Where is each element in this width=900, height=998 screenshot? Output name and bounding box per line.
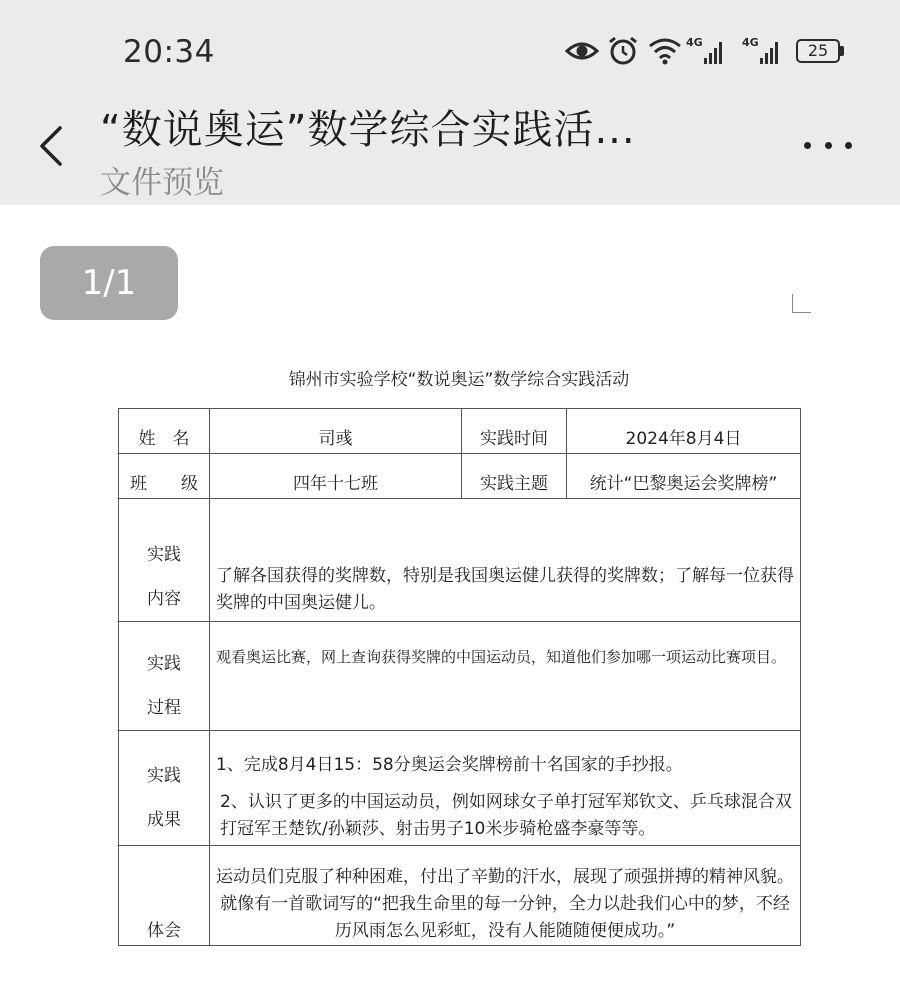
- page-corner-mark: [792, 294, 811, 313]
- signal-icon: [704, 42, 722, 64]
- process-label: 实践 过程: [119, 622, 210, 731]
- status-icons: [562, 34, 862, 70]
- content-text: 了解各国获得的奖牌数，特别是我国奥运健儿获得的奖牌数；了解每一位获得奖牌的中国奥运健儿。: [210, 499, 801, 622]
- document-title: 锦州市实验学校“数说奥运”数学综合实践活动: [288, 370, 630, 390]
- reflection-label: 体会: [119, 846, 210, 946]
- name-value: 司彧: [210, 409, 462, 454]
- network-label-2: 4G: [742, 36, 759, 49]
- page-subtitle: 文件预览: [100, 165, 224, 201]
- reflection-text: 运动员们克服了种种困难，付出了辛勤的汗水，展现了顽强拼搏的精神风貌。就像有一首歌词写的“把我生命里的每一分钟，全力以赴我们心中的梦，不经历风雨怎么见彩虹，没有人能随随便便成功。”: [210, 846, 801, 946]
- wifi-icon: [648, 37, 682, 65]
- signal-icon: [760, 42, 778, 64]
- class-label: 班 级: [119, 454, 210, 499]
- time-value: 2024年8月4日: [567, 409, 801, 454]
- process-text: 观看奥运比赛，网上查询获得奖牌的中国运动员，知道他们参加哪一项运动比赛项目。: [210, 622, 801, 731]
- alarm-icon: [607, 35, 639, 67]
- result-text: 1、完成8月4日15：58分奥运会奖牌榜前十名国家的手抄报。 2、认识了更多的中国运动员，例如网球女子单打冠军郑钦文、乒乓球混合双打冠军王楚钦/孙颖莎、射击男子10米步骑枪盛李豪等等。: [210, 731, 801, 846]
- page-title: “数说奥运”数学综合实践活...: [100, 107, 636, 153]
- network-label-1: 4G: [686, 36, 703, 49]
- class-value: 四年十七班: [210, 454, 462, 499]
- topic-value: 统计“巴黎奥运会奖牌榜”: [567, 454, 801, 499]
- eye-icon: [565, 38, 599, 64]
- battery-icon: 25: [796, 39, 840, 63]
- practice-form: [118, 408, 801, 946]
- chevron-left-icon[interactable]: [36, 124, 68, 168]
- result-label: 实践 成果: [119, 731, 210, 846]
- status-time: 20:34: [123, 34, 215, 70]
- battery-tip: [840, 46, 844, 56]
- form-row-content: [119, 499, 801, 622]
- topic-label: 实践主题: [462, 454, 567, 499]
- form-row-result: [119, 731, 801, 846]
- time-label: 实践时间: [462, 409, 567, 454]
- name-label: 姓 名: [119, 409, 210, 454]
- form-row-class: [119, 454, 801, 499]
- page-indicator: 1/1: [40, 246, 178, 320]
- form-row-reflection: [119, 846, 801, 946]
- form-row-process: [119, 622, 801, 731]
- more-icon[interactable]: [804, 137, 852, 153]
- top-bar: [0, 0, 900, 205]
- form-row-name: [119, 409, 801, 454]
- content-label: 实践 内容: [119, 499, 210, 622]
